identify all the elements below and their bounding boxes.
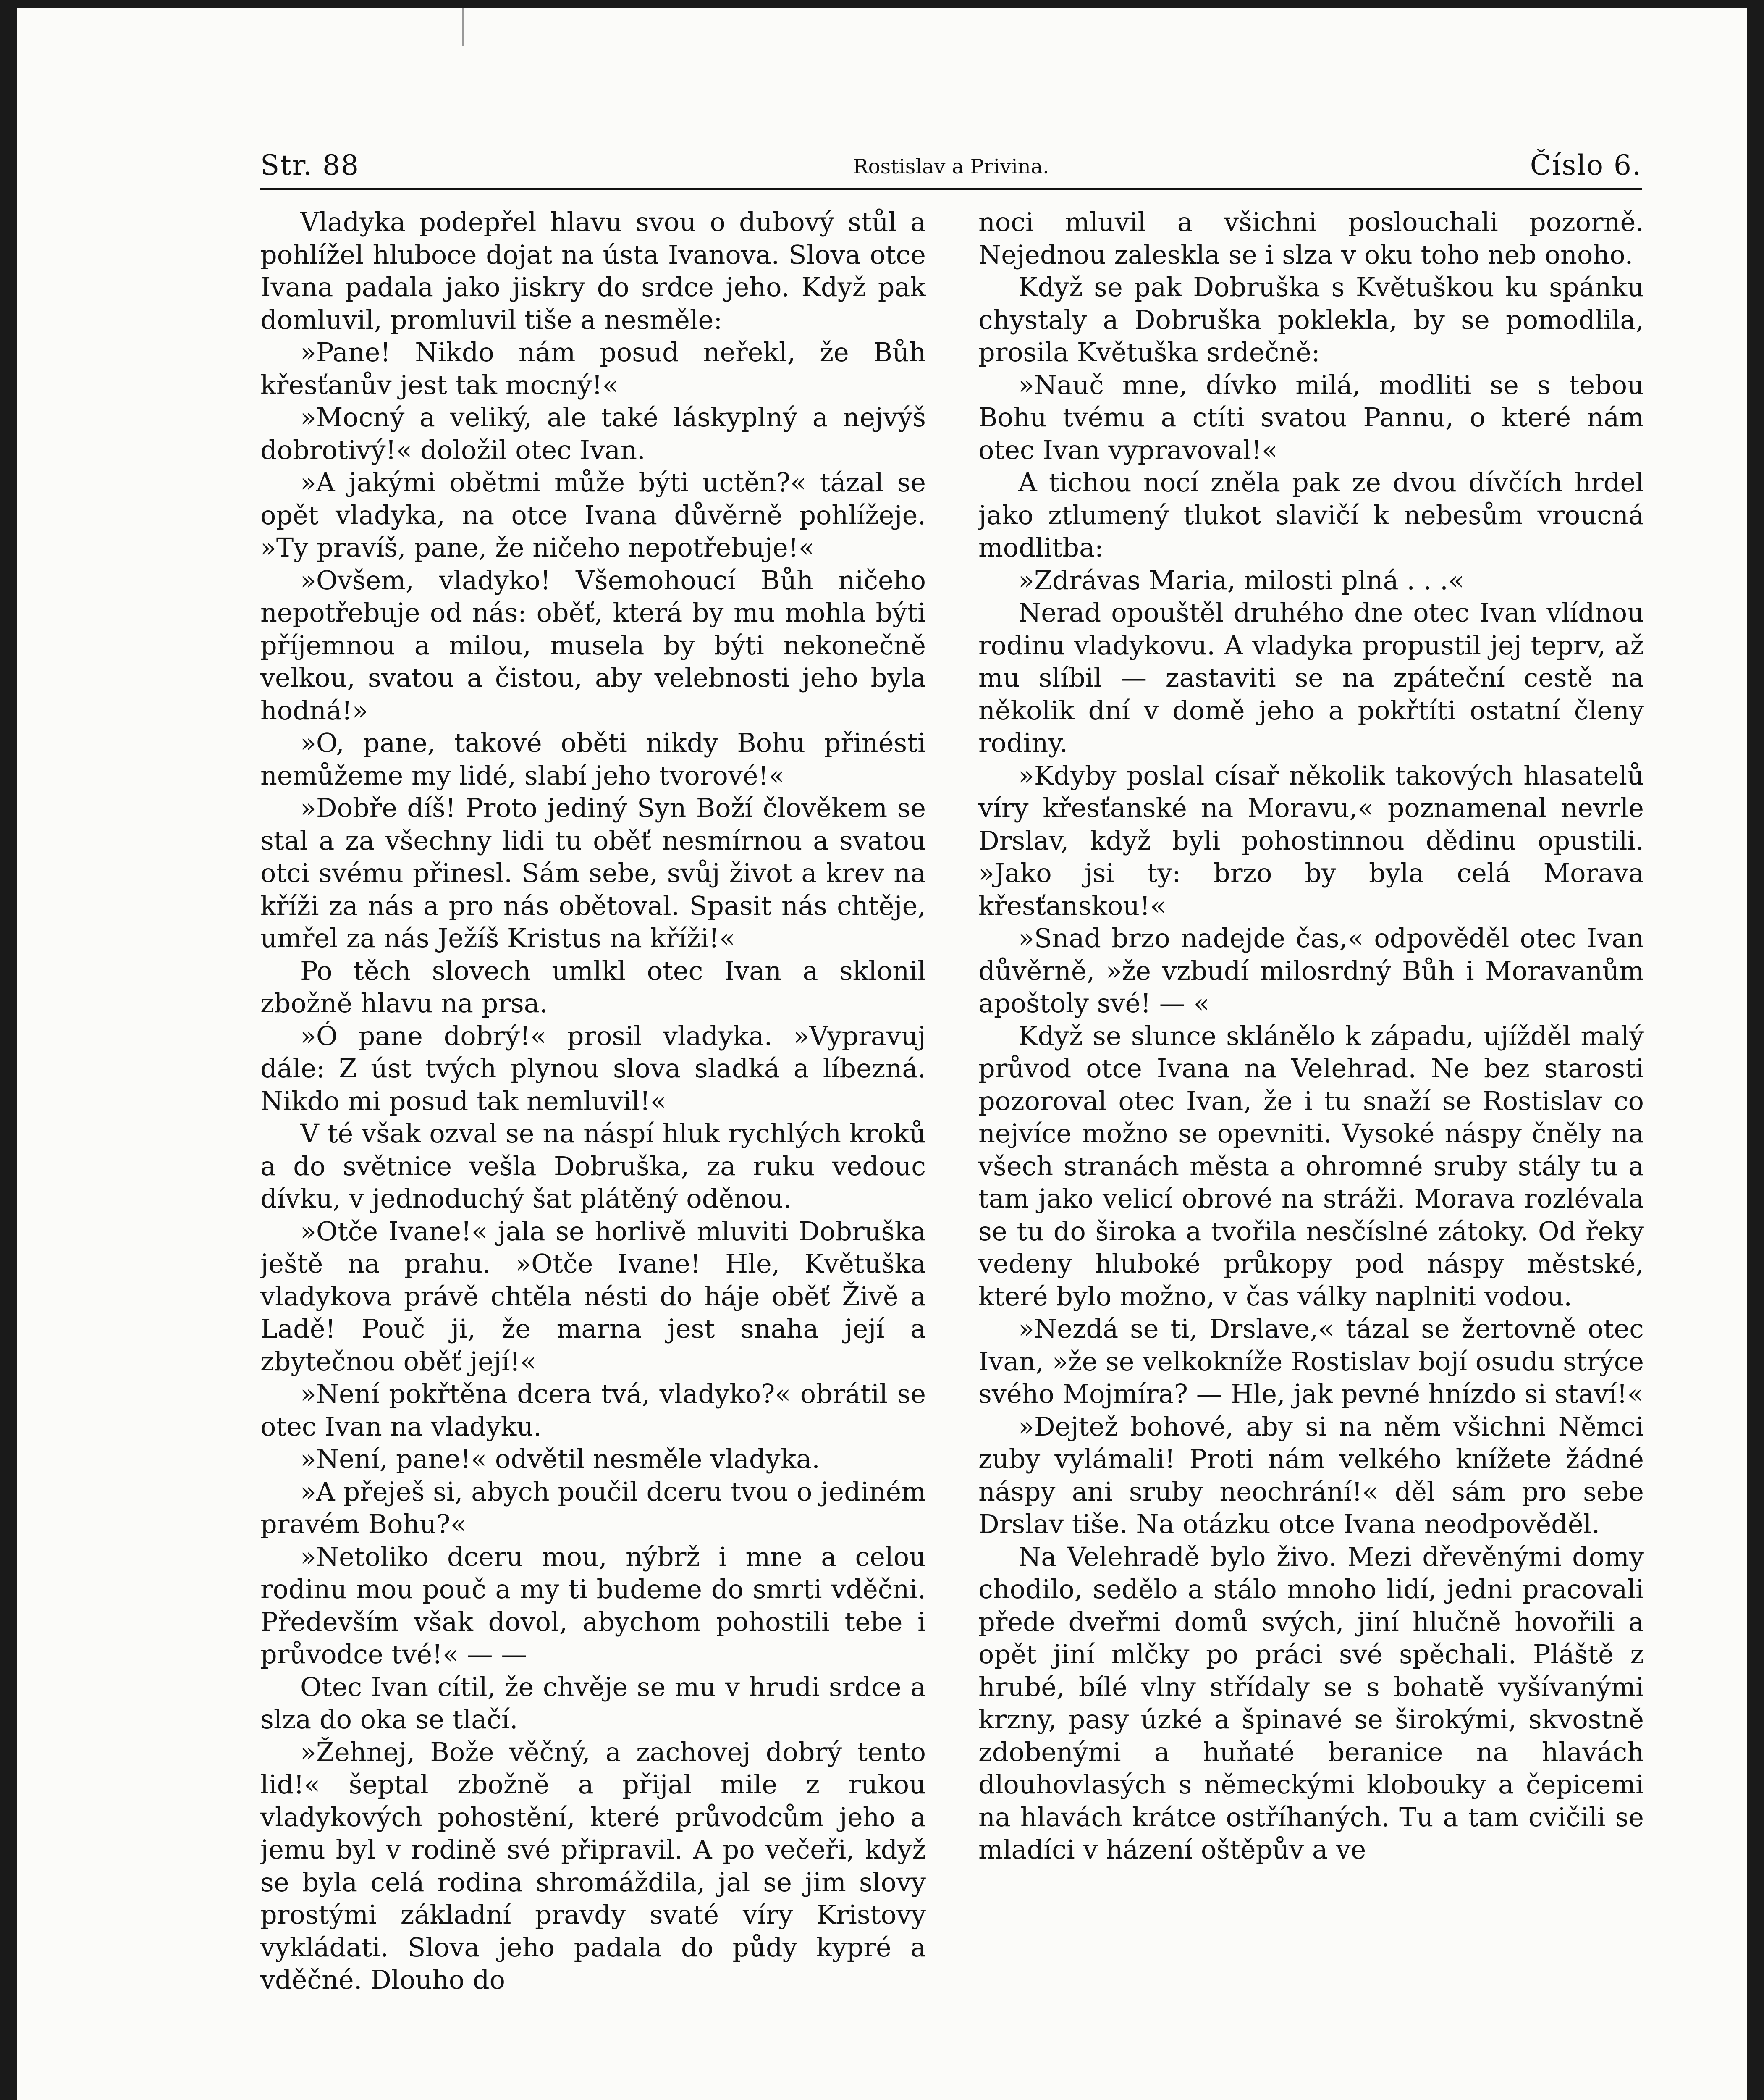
paragraph: »Mocný a veliký, ale také láskyplný a nejvýš dobrotivý!« doložil otec Ivan. [260, 402, 926, 465]
header-rule [260, 188, 1642, 190]
paragraph: Otec Ivan cítil, že chvěje se mu v hrudi srdce a slza do oka se tlačí. [260, 1671, 926, 1735]
paragraph: noci mluvil a všichni poslouchali pozorně. Nejednou zaleskla se i slza v oku toho neb onoho. [978, 207, 1644, 270]
paragraph: V té však ozval se na náspí hluk rychlých kroků a do světnice vešla Dobruška, za ruku vedouc dívku, v jednoduchý šat plátěný oděnou. [260, 1118, 926, 1214]
issue-number: Číslo 6. [1530, 149, 1642, 181]
paragraph: Po těch slovech umlkl otec Ivan a sklonil zbožně hlavu na prsa. [260, 955, 926, 1018]
paragraph: »Zdrávas Maria, milosti plná . . .« [1018, 564, 1464, 596]
scan-mark [462, 8, 464, 46]
right-column [978, 206, 1644, 2100]
header-title: Rostislav a Privina. [853, 155, 1049, 178]
paragraph: »Netoliko dceru mou, nýbrž i mne a celou rodinu mou pouč a my ti budeme do smrti vděčni. Především však dovol, abychom pohostili tebe i průvodce tvé!« — — [260, 1541, 926, 1670]
paragraph: »Ó pane dobrý!« prosil vladyka. »Vypravuj dále: Z úst tvých plynou slova sladká a líbezná. Nikdo mi posud tak nemluvil!« [260, 1020, 926, 1116]
paragraph: A tichou nocí zněla pak ze dvou dívčích hrdel jako ztlumený tlukot slavičí k nebesům vroucná modlitba: [978, 467, 1644, 563]
paragraph: Nerad opouštěl druhého dne otec Ivan vlídnou rodinu vladykovu. A vladyka propustil jej teprv, až mu slíbil — zastaviti se na zpáteční cestě na několik dní v domě jeho a pokřtíti ostatní členy rodiny. [978, 597, 1644, 758]
paragraph: »Dobře díš! Proto jediný Syn Boží člověkem se stal a za všechny lidi tu oběť nesmírnou a svatou otci svému přinesl. Sám sebe, svůj život a krev na kříži za nás a pro nás obětoval. Spasit nás chtěje, umřel za nás Ježíš Kristus na kříži!« [260, 793, 926, 953]
paragraph: »A jakými obětmi může býti uctěn?« tázal se opět vladyka, na otce Ivana důvěrně pohlížeje. »Ty pravíš, pane, že ničeho nepotřebuje!« [260, 467, 926, 563]
paragraph: »Otče Ivane!« jala se horlivě mluviti Dobruška ještě na prahu. »Otče Ivane! Hle, Květuška vladykova právě chtěla nésti do háje oběť Živě a Ladě! Pouč ji, že marna jest snaha její a zbytečnou oběť její!« [260, 1215, 926, 1377]
page-number: Str. 88 [260, 149, 359, 181]
paragraph: »Není pokřtěna dcera tvá, vladyko?« obrátil se otec Ivan na vladyku. [260, 1378, 926, 1442]
running-header [260, 149, 1642, 189]
paragraph: »Žehnej, Bože věčný, a zachovej dobrý tento lid!« šeptal zbožně a přijal mile z rukou vladykových pohostění, které průvodcům jeho a jemu byl v rodině své připravil. A po večeři, když se byla celá rodina shromáždila, jal se jim slovy prostými základní pravdy svaté víry Kristovy vykládati. Slova jeho padala do půdy kypré a vděčné. Dlouho do [260, 1736, 926, 1995]
paragraph: »O, pane, takové oběti nikdy Bohu přinésti nemůžeme my lidé, slabí jeho tvorové!« [260, 727, 926, 791]
paragraph: »Není, pane!« odvětil nesměle vladyka. [300, 1444, 820, 1474]
paragraph: Když se pak Dobruška s Květuškou ku spánku chystaly a Dobruška poklekla, by se pomodlila, prosila Květuška srdečně: [978, 272, 1644, 368]
paragraph: »Ovšem, vladyko! Všemohoucí Bůh ničeho nepotřebuje od nás: oběť, která by mu mohla býti příjemnou a milou, musela by býti nekonečně velkou, svatou a čistou, aby velebnosti jeho byla hodná!» [260, 564, 926, 726]
paragraph: »Nezdá se ti, Drslave,« tázal se žertovně otec Ivan, »že se velkokníže Rostislav bojí osudu strýce svého Mojmíra? — Hle, jak pevné hnízdo si staví!« [978, 1313, 1644, 1409]
page [17, 8, 1747, 2100]
paragraph: Na Velehradě bylo živo. Mezi dřevěnými domy chodilo, sedělo a stálo mnoho lidí, jedni pracovali přede dveřmi domů svých, jiní hlučně hovořili a opět jiní mlčky po práci své spěchali. Pláště z hrubé, bílé vlny střídaly se s bohatě vyšívanými krzny, pasy úzké a špinavé se širokými, skvostně zdobenými a huňaté beranice na hlavách dlouhovlasých s německými klobouky a čepicemi na hlavách krátce ostříhaných. Tu a tam cvičili se mladíci v házení oštěpův a ve [978, 1541, 1644, 1865]
paragraph: Když se slunce sklánělo k západu, ujížděl malý průvod otce Ivana na Velehrad. Ne bez starosti pozoroval otec Ivan, že i tu snaží se Rostislav co nejvíce možno se opevniti. Vysoké náspy čněly na všech stranách města a ohromné sruby stály tu a tam jako velicí obrové na stráži. Morava rozlévala se tu do široka a tvořila nesčíslné zátoky. Od řeky vedeny hluboké průkopy pod náspy městské, které bylo možno, v čas války naplniti vodou. [978, 1020, 1644, 1312]
paragraph: »Pane! Nikdo nám posud neřekl, že Bůh křesťanův jest tak mocný!« [260, 337, 926, 400]
paragraph: »Kdyby poslal císař několik takových hlasatelů víry křesťanské na Moravu,« poznamenal nevrle Drslav, když byli pohostinnou dědinu opustili. »Jako jsi ty: brzo by byla celá Morava křesťanskou!« [978, 760, 1644, 921]
paragraph: Vladyka podepřel hlavu svou o dubový stůl a pohlížel hluboce dojat na ústa Ivanova. Slova otce Ivana padala jako jiskry do srdce jeho. Když pak domluvil, promluvil tiše a nesměle: [260, 207, 926, 335]
paragraph: »Dejtež bohové, aby si na něm všichni Němci zuby vylámali! Proti nám velkého knížete žádné náspy ani sruby neochrání!« děl sám pro sebe Drslav tiše. Na otázku otce Ivana neodpověděl. [978, 1411, 1644, 1539]
paragraph: »A přeješ si, abych poučil dceru tvou o jediném pravém Bohu?« [260, 1476, 926, 1539]
paragraph: »Snad brzo nadejde čas,« odpověděl otec Ivan důvěrně, »že vzbudí milosrdný Bůh i Moravanům apoštoly své! — « [978, 923, 1644, 1018]
left-column [260, 206, 926, 2100]
paragraph: »Nauč mne, dívko milá, modliti se s tebou Bohu tvému a ctíti svatou Pannu, o které nám otec Ivan vypravoval!« [978, 369, 1644, 465]
